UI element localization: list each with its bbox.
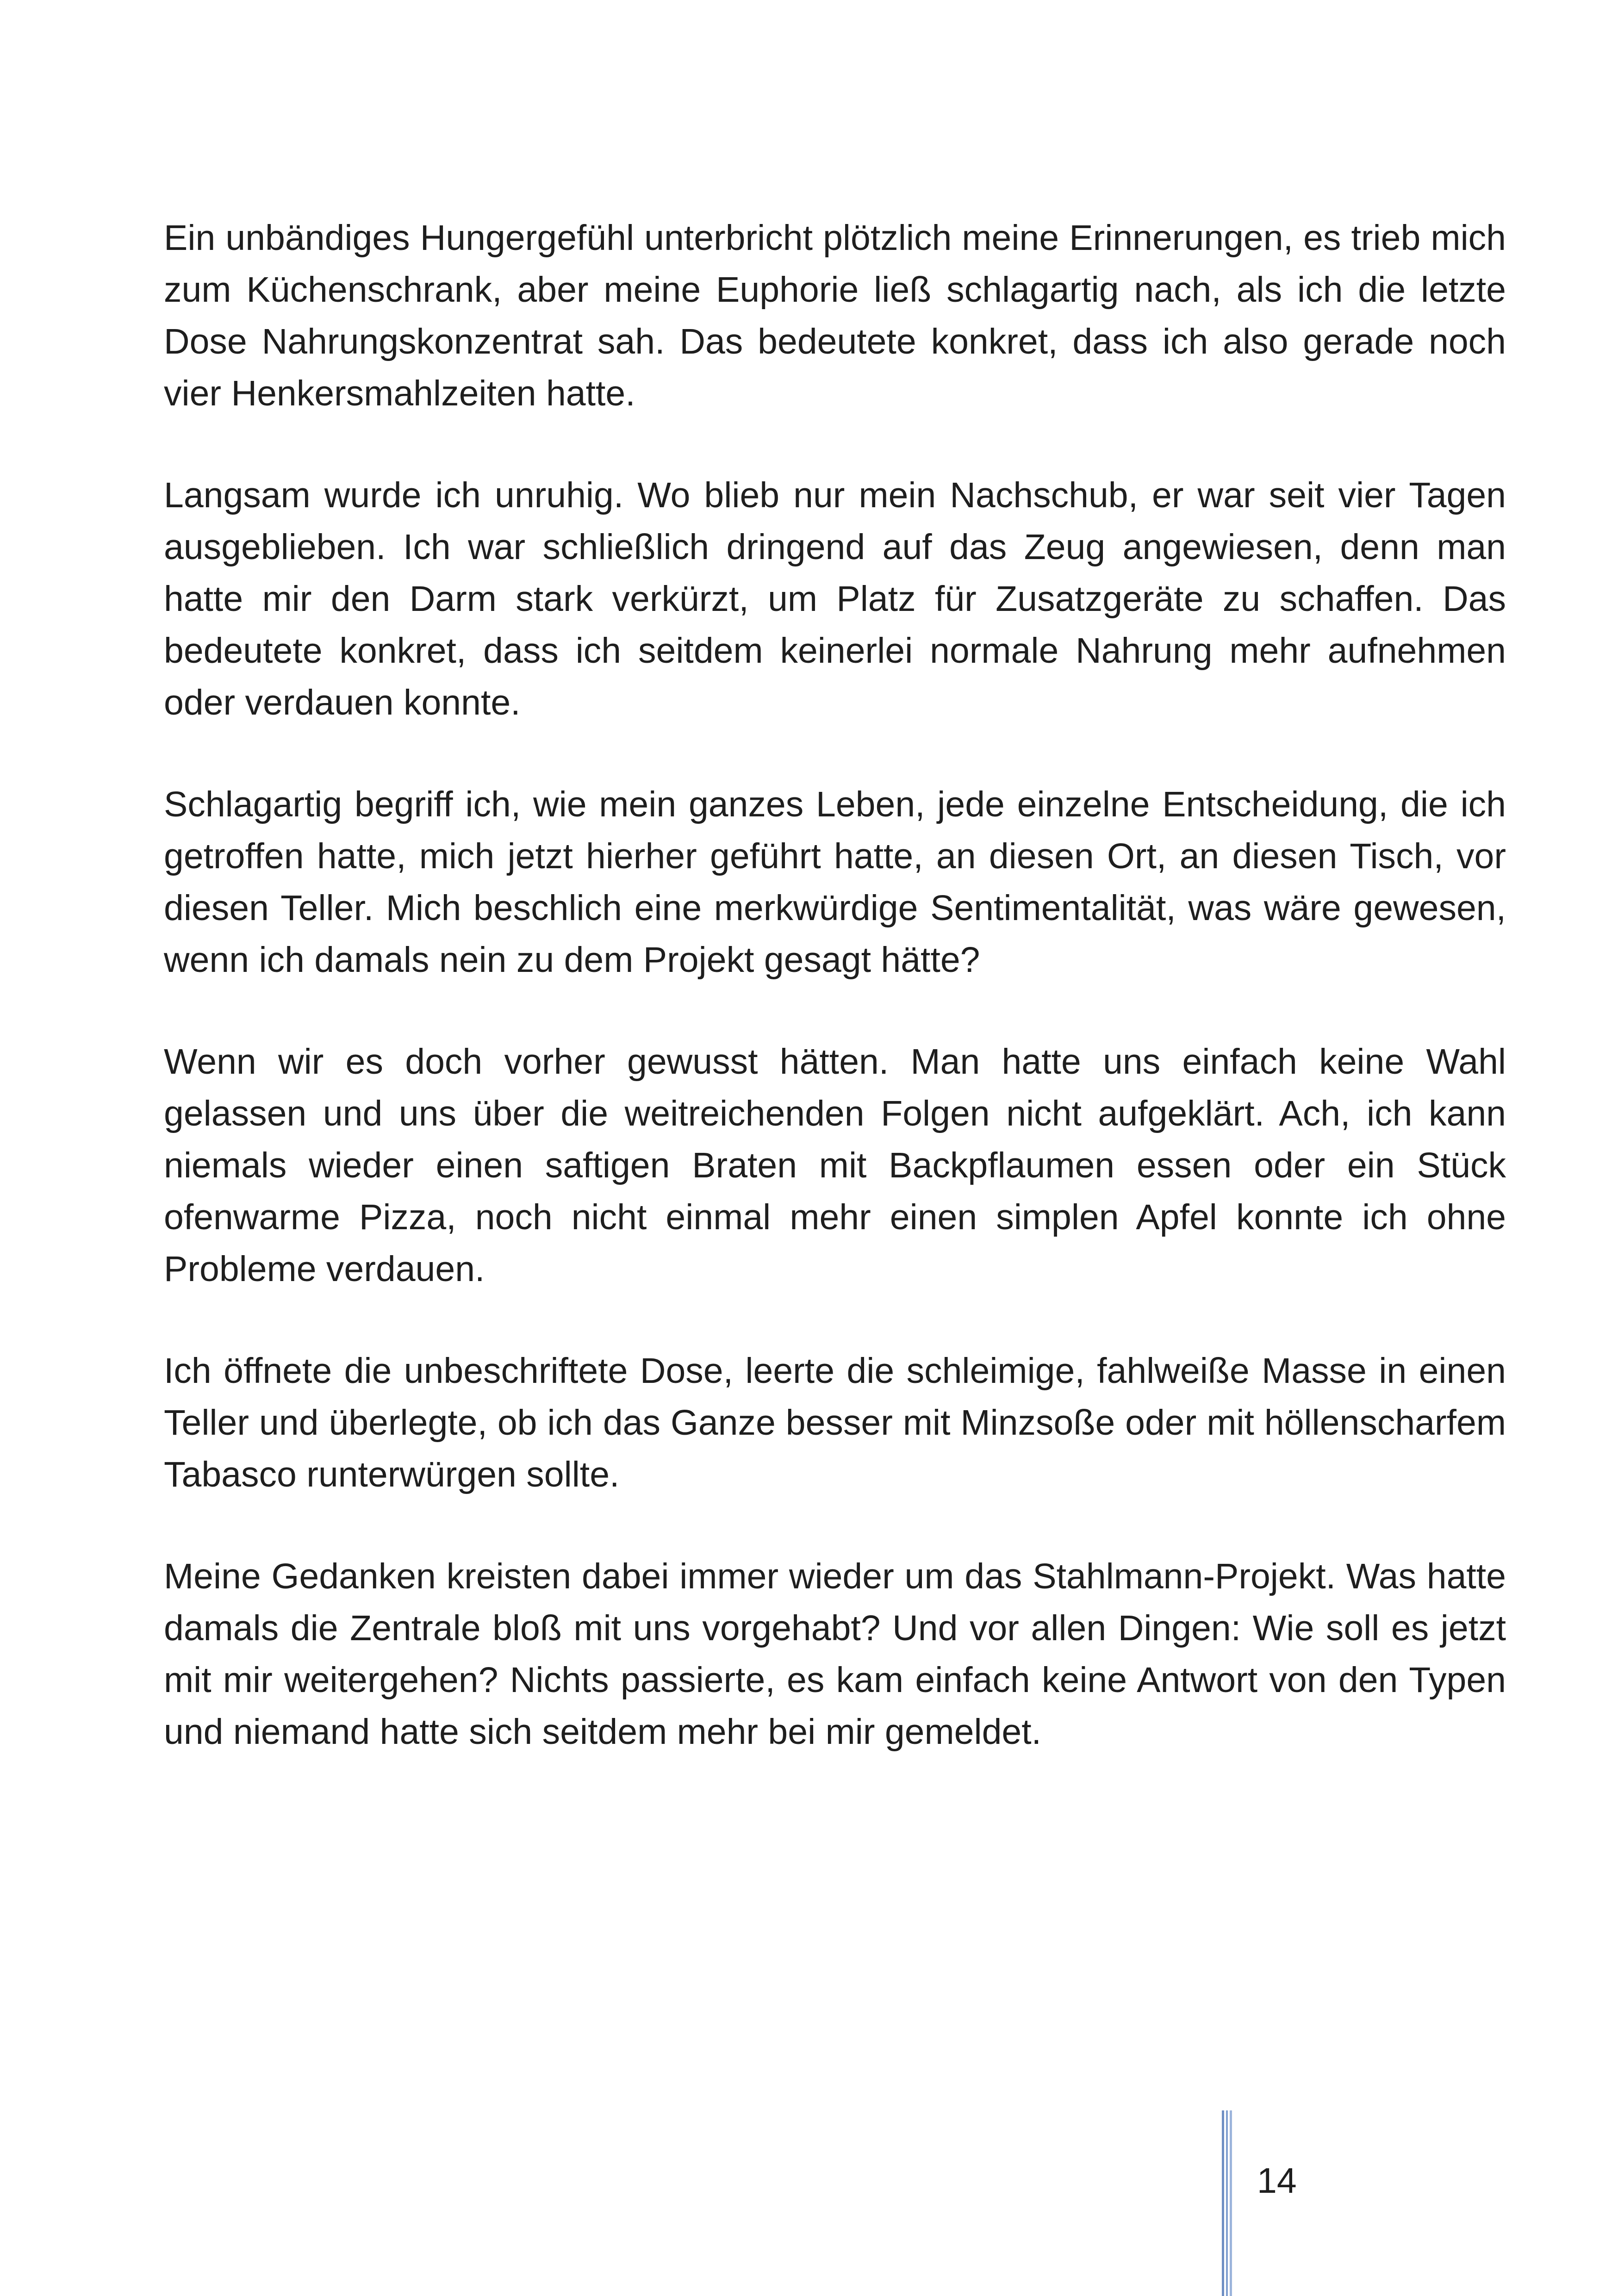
page-body <box>164 212 1506 1808</box>
paragraph: Ich öffnete die unbeschriftete Dose, leerte die schleimige, fahlweiße Masse in einen Teller und überlegte, ob ich das Ganze besser mit Minzsoße oder mit höllenscharfem Tabasco runterwürgen sollte. <box>164 1351 1506 1494</box>
paragraph: Wenn wir es doch vorher gewusst hätten. Man hatte uns einfach keine Wahl gelassen und uns über die weitreichenden Folgen nicht aufgeklärt. Ach, ich kann niemals wieder einen saftigen Braten mit Backpflaumen essen oder ein Stück ofenwarme Pizza, noch nicht einmal mehr einen simplen Apfel konnte ich ohne Probleme verdauen. <box>164 1042 1506 1289</box>
page-number-rule <box>1222 2110 1232 2296</box>
paragraph: Langsam wurde ich unruhig. Wo blieb nur mein Nachschub, er war seit vier Tagen ausgeblieben. Ich war schließlich dringend auf das Zeug angewiesen, denn man hatte mir den Darm stark verkürzt, um Platz für Zusatzgeräte zu schaffen. Das bedeutete konkret, dass ich seitdem keinerlei normale Nahrung mehr aufnehmen oder verdauen konnte. <box>164 475 1506 722</box>
paragraph: Schlagartig begriff ich, wie mein ganzes Leben, jede einzelne Entscheidung, die ich getroffen hatte, mich jetzt hierher geführt hatte, an diesen Ort, an diesen Tisch, vor diesen Teller. Mich beschlich eine merkwürdige Sentimentalität, was wäre gewesen, wenn ich damals nein zu dem Projekt gesagt hätte? <box>164 784 1506 980</box>
page-number: 14 <box>1257 2161 1297 2201</box>
paragraph: Meine Gedanken kreisten dabei immer wieder um das Stahlmann-Projekt. Was hatte damals die Zentrale bloß mit uns vorgehabt? Und vor allen Dingen: Wie soll es jetzt mit mir weitergehen? Nichts passierte, es kam einfach keine Antwort von den Typen und niemand hatte sich seitdem mehr bei mir gemeldet. <box>164 1556 1506 1752</box>
paragraph: Ein unbändiges Hungergefühl unterbricht plötzlich meine Erinnerungen, es trieb mich zum Küchenschrank, aber meine Euphorie ließ schlagartig nach, als ich die letzte Dose Nahrungskonzentrat sah. Das bedeutete konkret, dass ich also gerade noch vier Henkersmahlzeiten hatte. <box>164 218 1506 413</box>
